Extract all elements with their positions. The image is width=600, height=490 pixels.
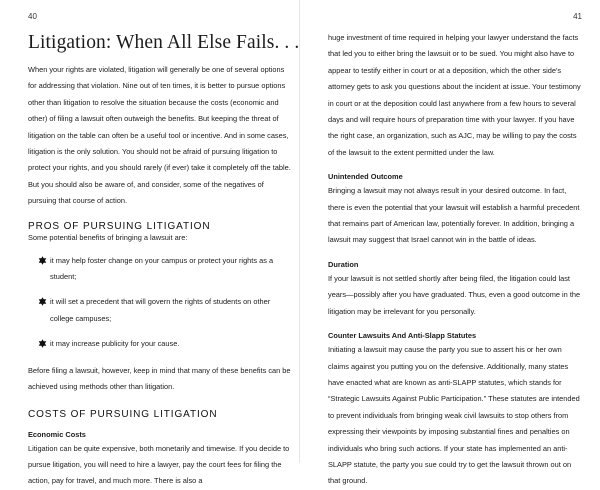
right-page-content — [328, 30, 584, 490]
counter-lawsuits-heading: Counter Lawsuits And Anti-Slapp Statutes — [328, 331, 477, 341]
pros-list — [28, 253, 292, 353]
intro-paragraph: When your rights are violated, litigation will generally be one of several options for addressing that violation. Nine out of ten times, it is better to pursue options other than litigation to resolve the situation because the costs (economic and other) of filing a lawsuit often outweigh the benefits. But keeping the threat of litigation on the table can often be a useful tool or incentive. And in some cases, litigation is the only solution. You should not be afraid of pursuing litigation to protect your rights, and you should rarely (if ever) take it completely off the table. But you should also be aware of, and consider, some of the negatives of pursuing that course of action. — [28, 65, 291, 206]
duration-paragraph: If your lawsuit is not settled shortly after being filed, the litigation could last years—possibly after you have graduated. Thus, even a good outcome in the litigation may be irrelevant for you personally. — [328, 273, 581, 316]
pros-intro: Some potential benefits of bringing a lawsuit are: — [28, 232, 188, 242]
page-number: 41 — [573, 12, 582, 21]
pros-heading: PROS OF PURSUING LITIGATION — [28, 220, 211, 232]
duration-heading: Duration — [328, 259, 359, 269]
unintended-outcome-heading: Unintended Outcome — [328, 172, 403, 182]
star-of-david-icon — [38, 253, 48, 269]
star-of-david-icon — [38, 294, 48, 310]
counter-lawsuits-paragraph: Initiating a lawsuit may cause the party you sue to assert his or her own claims against you putting you on the defensive. Additionally, many states have enacted what are known as anti-SLAPP statutes, which stands for “Strategic Lawsuits Against Public Participation.” These statutes are intended to prevent individuals from bringing weak civil lawsuits to stop others from expressing their viewpoints by imposing substantial fines and penalties on individuals who bring such actions. If your state has implemented an anti-SLAPP statute, the party you sue could try to get the lawsuit thrown out on that ground. — [328, 345, 580, 486]
star-of-david-icon — [38, 336, 48, 352]
page-title: Litigation: When All Else Fails. . . — [28, 32, 300, 53]
page-number: 40 — [28, 12, 37, 21]
economic-costs-paragraph: Litigation can be quite expensive, both monetarily and timewise. If you decide to pursue litigation, you will need to hire a lawyer, pay the court fees for filing the action, pay for travel, and much more. There is also a — [28, 443, 290, 486]
costs-heading: COSTS OF PURSUING LITIGATION — [28, 408, 218, 420]
unintended-outcome-paragraph: Bringing a lawsuit may not always result in your desired outcome. In fact, there is even the potential that your lawsuit will establish a harmful precedent that remains part of American law, potentially forever. In addition, bringing a lawsuit may suggest that Israel cannot win in the battle of ideas. — [328, 186, 580, 245]
list-item — [28, 253, 292, 286]
continued-paragraph: huge investment of time required in helping your lawyer understand the facts that led you to either bring the lawsuit or to be sued. You might also have to appear to testify either in court or at a deposition, which the other side's attorney gets to ask you questions about the incident at issue. Your testimony in court or at the deposition could last anywhere from a few hours to several days and will require hours of preparation time with your lawyer. If you have the right case, an organization, such as AJC, may be willing to pay the costs of the lawsuit to the extent permitted under the law. — [328, 33, 581, 157]
left-page — [0, 0, 300, 486]
list-item — [28, 294, 292, 327]
bullet-text: it may help foster change on your campus or protect your rights as a student; — [50, 255, 274, 282]
economic-costs-heading: Economic Costs — [28, 429, 86, 439]
bullet-text: it will set a precedent that will govern the rights of students on other college campuses; — [50, 297, 271, 323]
list-item — [28, 336, 292, 352]
bullet-text: it may increase publicity for your cause. — [50, 339, 180, 349]
pros-after-paragraph: Before filing a lawsuit, however, keep in mind that many of these benefits can be achieved using methods other than litigation. — [28, 365, 291, 392]
